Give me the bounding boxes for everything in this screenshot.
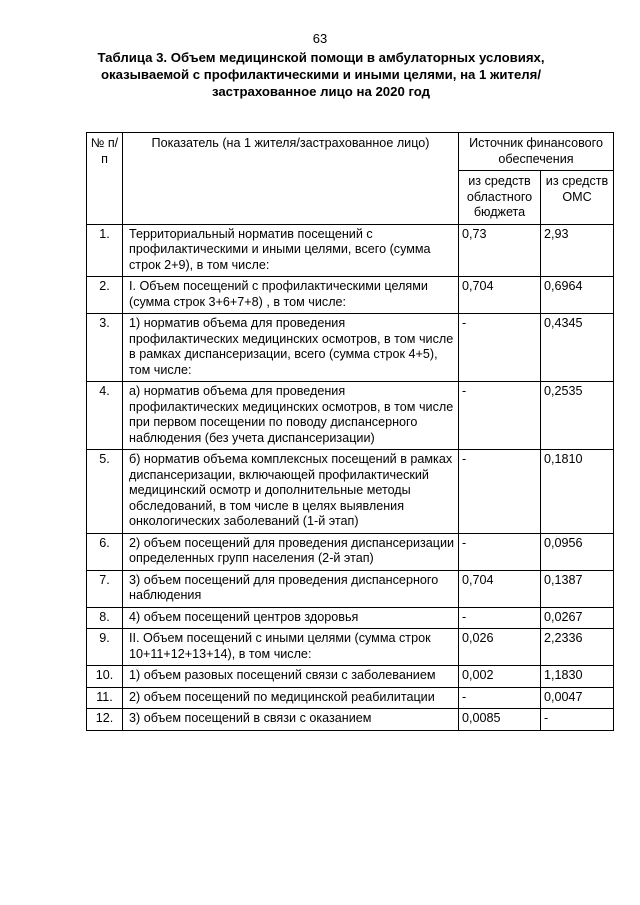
header-source: Источник финансового обеспечения: [459, 133, 614, 171]
table-row: [87, 277, 614, 314]
table-row: [87, 666, 614, 688]
row-budget-value: -: [459, 382, 541, 450]
row-number: 7.: [87, 570, 123, 607]
row-budget-value: -: [459, 314, 541, 382]
header-indicator: Показатель (на 1 жителя/застрахованное лицо): [123, 133, 459, 225]
row-number: 9.: [87, 629, 123, 666]
row-number: 10.: [87, 666, 123, 688]
table-row: [87, 382, 614, 450]
volume-table: [86, 132, 614, 731]
row-budget-value: -: [459, 687, 541, 709]
header-row: [87, 133, 614, 171]
header-regional-budget: из средств областного бюджета: [459, 171, 541, 225]
row-indicator: 2) объем посещений по медицинской реабилитации: [123, 687, 459, 709]
row-number: 3.: [87, 314, 123, 382]
table-body: [87, 224, 614, 730]
table-row: [87, 687, 614, 709]
row-budget-value: -: [459, 533, 541, 570]
row-budget-value: 0,002: [459, 666, 541, 688]
row-number: 6.: [87, 533, 123, 570]
row-oms-value: 0,2535: [541, 382, 614, 450]
row-indicator: а) норматив объема для проведения профилактических медицинских осмотров, в том числе при первом посещении по поводу диспансерного наблюдения (без учета диспансеризации): [123, 382, 459, 450]
row-budget-value: -: [459, 607, 541, 629]
row-number: 11.: [87, 687, 123, 709]
row-oms-value: -: [541, 709, 614, 731]
row-oms-value: 0,0956: [541, 533, 614, 570]
table-row: [87, 224, 614, 277]
row-number: 8.: [87, 607, 123, 629]
table-row: [87, 607, 614, 629]
row-number: 5.: [87, 450, 123, 534]
row-number: 4.: [87, 382, 123, 450]
row-indicator: I. Объем посещений с профилактическими целями (сумма строк 3+6+7+8) , в том числе:: [123, 277, 459, 314]
row-budget-value: -: [459, 450, 541, 534]
row-indicator: б) норматив объема комплексных посещений в рамках диспансеризации, включающей профилактический медицинский осмотр и дополнительные методы обследований, в том числе в целях выявления онкологических заболеваний (1-й этап): [123, 450, 459, 534]
row-number: 1.: [87, 224, 123, 277]
row-indicator: 3) объем посещений для проведения диспансерного наблюдения: [123, 570, 459, 607]
row-oms-value: 1,1830: [541, 666, 614, 688]
row-oms-value: 0,4345: [541, 314, 614, 382]
row-oms-value: 0,1810: [541, 450, 614, 534]
table-title: Таблица 3. Объем медицинской помощи в амбулаторных условиях, оказываемой с профилактическими и иными целями, на 1 жителя/застрахованное лицо на 2020 год: [97, 50, 545, 99]
row-indicator: Территориальный норматив посещений с профилактическими и иными целями, всего (сумма строк 2+9), в том числе:: [123, 224, 459, 277]
row-indicator: II. Объем посещений с иными целями (сумма строк 10+11+12+13+14), в том числе:: [123, 629, 459, 666]
row-oms-value: 2,2336: [541, 629, 614, 666]
row-indicator: 4) объем посещений центров здоровья: [123, 607, 459, 629]
header-num: № п/п: [87, 133, 123, 225]
row-indicator: 1) объем разовых посещений связи с заболеванием: [123, 666, 459, 688]
table-row: [87, 533, 614, 570]
row-budget-value: 0,026: [459, 629, 541, 666]
row-number: 12.: [87, 709, 123, 731]
row-budget-value: 0,704: [459, 570, 541, 607]
row-oms-value: 2,93: [541, 224, 614, 277]
row-oms-value: 0,6964: [541, 277, 614, 314]
header-oms: из средств ОМС: [541, 171, 614, 225]
table-row: [87, 314, 614, 382]
row-budget-value: 0,73: [459, 224, 541, 277]
table-row: [87, 450, 614, 534]
row-budget-value: 0,0085: [459, 709, 541, 731]
row-indicator: 1) норматив объема для проведения профилактических медицинских осмотров, в том числе в рамках диспансеризации, всего (сумма строк 4+5), том числе:: [123, 314, 459, 382]
page-number: 63: [312, 31, 328, 46]
table-row: [87, 709, 614, 731]
row-oms-value: 0,1387: [541, 570, 614, 607]
row-oms-value: 0,0267: [541, 607, 614, 629]
row-indicator: 2) объем посещений для проведения диспансеризации определенных групп населения (2-й этап): [123, 533, 459, 570]
table-row: [87, 629, 614, 666]
table-row: [87, 570, 614, 607]
row-indicator: 3) объем посещений в связи с оказанием: [123, 709, 459, 731]
row-budget-value: 0,704: [459, 277, 541, 314]
row-number: 2.: [87, 277, 123, 314]
row-oms-value: 0,0047: [541, 687, 614, 709]
